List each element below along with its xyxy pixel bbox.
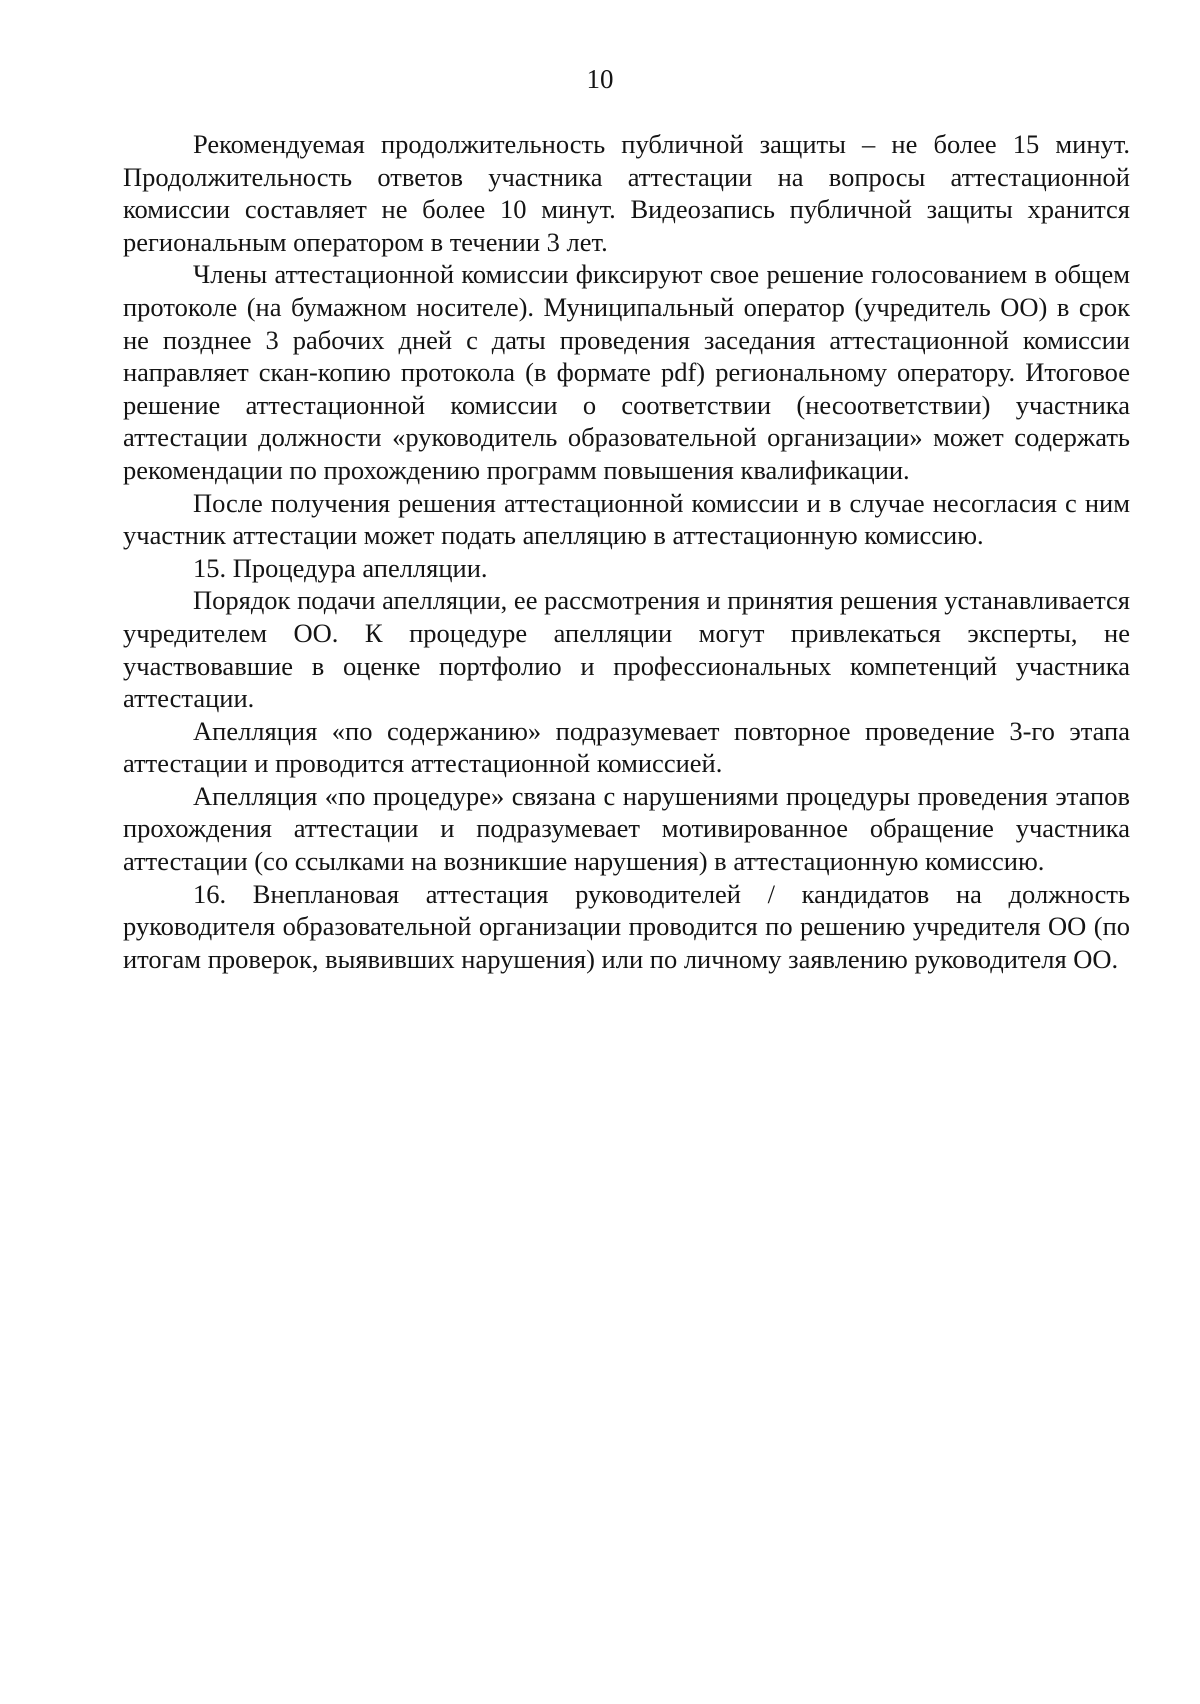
page-number: 10 <box>586 64 614 94</box>
paragraph-appeal-procedure: Апелляция «по процедуре» связана с нарушениями процедуры проведения этапов прохождения аттестации и подразумевает мотивированное обращение участника аттестации (со ссылками на возникшие нарушения) в аттестационную комиссию. <box>123 780 1130 877</box>
paragraph-appeal-order: Порядок подачи апелляции, ее рассмотрения и принятия решения устанавливается учредителем ОО. К процедуре апелляции могут привлекаться эксперты, не участвовавшие в оценке портфолио и профессиональных компетенций участника аттестации. <box>123 585 1130 714</box>
section-heading-appeal-procedure: 15. Процедура апелляции. <box>193 552 488 583</box>
paragraph-public-defense: Рекомендуемая продолжительность публичной защиты – не более 15 минут. Продолжительность ответов участника аттестации на вопросы аттестационной комиссии составляет не более 10 минут. Видеозапись публичной защиты хранится региональным оператором в течении 3 лет. <box>123 129 1130 257</box>
paragraph-appeal-right: После получения решения аттестационной комиссии и в случае несогласия с ним участник аттестации может подать апелляцию в аттестационную комиссию. <box>123 487 1130 551</box>
paragraph-appeal-content: Апелляция «по содержанию» подразумевает повторное проведение 3-го этапа аттестации и проводится аттестационной комиссией. <box>123 715 1130 779</box>
document-body <box>123 128 1130 975</box>
paragraph-commission-decision: Члены аттестационной комиссии фиксируют свое решение голосованием в общем протоколе (на бумажном носителе). Муниципальный оператор (учредитель ОО) в срок не позднее 3 рабочих дней с даты проведения заседания аттестационной комиссии направляет скан-копию протокола (в формате pdf) региональному оператору. Итоговое решение аттестационной комиссии о соответствии (несоответствии) участника аттестации должности «руководитель образовательной организации» может содержать рекомендации по прохождению программ повышения квалификации. <box>123 259 1130 485</box>
paragraph-unscheduled-attestation: 16. Внеплановая аттестация руководителей / кандидатов на должность руководителя образовательной организации проводится по решению учредителя ОО (по итогам проверок, выявивших нарушения) или по личному заявлению руководителя ОО. <box>123 878 1130 974</box>
